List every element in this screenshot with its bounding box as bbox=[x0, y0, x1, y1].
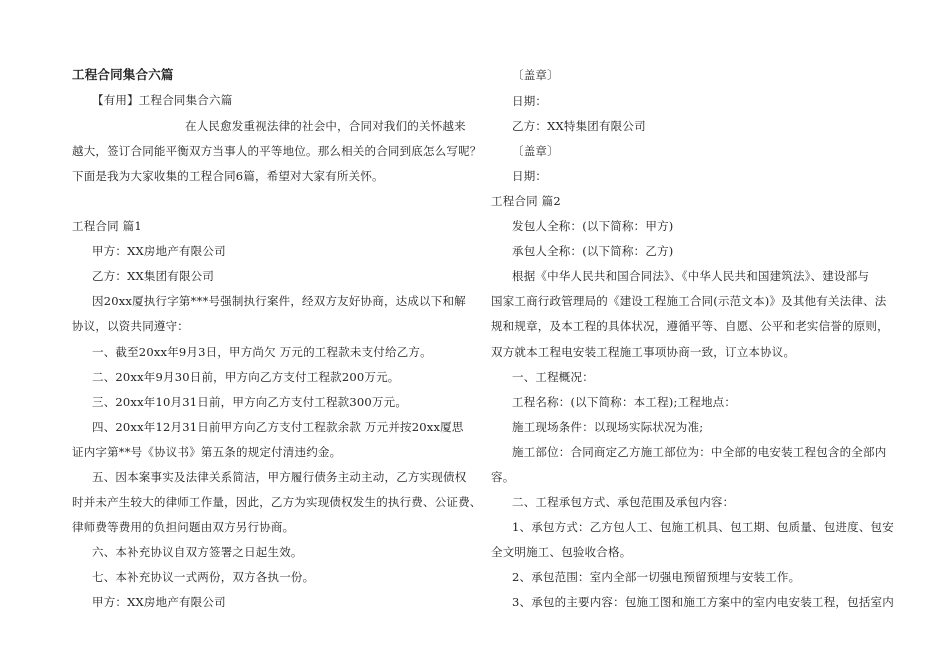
party-b-line: 乙方：XX集团有限公司 bbox=[92, 269, 215, 283]
seal-placeholder: 〔盖章〕 bbox=[512, 144, 559, 158]
clause-line: 三、20xx年10月31日前，甲方向乙方支付工程款300万元。 bbox=[92, 395, 408, 409]
intro-line-3: 下面是我为大家收集的工程合同6篇，希望对大家有所关怀。 bbox=[72, 169, 384, 183]
clause-line: 四、20xx年12月31日前甲方向乙方支付工程款余款 万元并按20xx厦思 bbox=[92, 420, 464, 434]
paragraph-line: 因20xx厦执行字第***号强制执行案件，经双方友好协商，达成以下和解 bbox=[92, 294, 466, 308]
clause-line: 3、承包的主要内容：包施工图和施工方案中的室内电安装工程，包括室内 bbox=[512, 595, 894, 609]
clause-line: 容。 bbox=[491, 470, 515, 484]
section-1-heading: 工程合同 篇1 bbox=[72, 219, 142, 233]
document-subtitle: 【有用】工程合同集合六篇 bbox=[92, 93, 233, 107]
paragraph-line: 协议，以资共同遵守： bbox=[72, 319, 189, 333]
intro-line-2: 越大，签订合同能平衡双方当事人的平等地位。那么相关的合同到底怎么写呢？ bbox=[72, 144, 482, 158]
clause-line: 时并未产生较大的律师工作量，因此，乙方为实现债权发生的执行费、公证费、 bbox=[72, 495, 482, 509]
contractor-line: 承包人全称：(以下简称：乙方) bbox=[512, 244, 674, 258]
clause-heading: 二、工程承包方式、承包范围及承包内容： bbox=[512, 495, 735, 509]
intro-line-1: 在人民愈发重视法律的社会中，合同对我们的关怀越来 bbox=[185, 119, 466, 133]
party-a-line: 甲方：XX房地产有限公司 bbox=[92, 244, 226, 258]
paragraph-line: 根据《中华人民共和国合同法》、《中华人民共和国建筑法》、建设部与 bbox=[512, 269, 870, 283]
signature-party-b: 乙方：XX特集团有限公司 bbox=[512, 119, 646, 133]
employer-line: 发包人全称：(以下简称：甲方) bbox=[512, 219, 674, 233]
paragraph-line: 双方就本工程电安装工程施工事项协商一致，订立本协议。 bbox=[491, 345, 796, 359]
section-2-heading: 工程合同 篇2 bbox=[491, 194, 561, 208]
clause-line: 工程名称：(以下简称：本工程);工程地点： bbox=[512, 395, 737, 409]
clause-line: 六、本补充协议自双方签署之日起生效。 bbox=[92, 545, 303, 559]
clause-line: 全文明施工、包验收合格。 bbox=[491, 545, 632, 559]
paragraph-line: 规和规章，及本工程的具体状况，遵循平等、自愿、公平和老实信誉的原则， bbox=[491, 319, 889, 333]
clause-line: 二、20xx年9月30日前，甲方向乙方支付工程款200万元。 bbox=[92, 370, 400, 384]
clause-line: 律师费等费用的负担问题由双方另行协商。 bbox=[72, 520, 295, 534]
clause-line: 证内字第**号《协议书》第五条的规定付清违约金。 bbox=[72, 445, 342, 459]
clause-line: 五、因本案事实及法律关系简洁，甲方履行债务主动主动，乙方实现债权 bbox=[92, 470, 467, 484]
clause-heading: 一、工程概况： bbox=[512, 370, 594, 384]
clause-line: 1、承包方式：乙方包人工、包施工机具、包工期、包质量、包进度、包安 bbox=[512, 520, 894, 534]
document-title: 工程合同集合六篇 bbox=[72, 67, 174, 82]
clause-line: 一、截至20xx年9月3日，甲方尚欠 万元的工程款未支付给乙方。 bbox=[92, 345, 432, 359]
date-line: 日期： bbox=[512, 94, 548, 108]
date-line: 日期： bbox=[512, 169, 548, 183]
signature-party-a: 甲方：XX房地产有限公司 bbox=[92, 595, 226, 609]
paragraph-line: 国家工商行政管理局的《建设工程施工合同(示范文本)》及其他有关法律、法 bbox=[491, 294, 887, 308]
clause-line: 施工部位：合同商定乙方施工部位为：中全部的电安装工程包含的全部内 bbox=[512, 445, 887, 459]
clause-line: 七、本补充协议一式两份，双方各执一份。 bbox=[92, 570, 315, 584]
seal-placeholder: 〔盖章〕 bbox=[512, 68, 559, 82]
clause-line: 2、承包范围：室内全部一切强电预留预埋与安装工作。 bbox=[512, 570, 801, 584]
clause-line: 施工现场条件：以现场实际状况为准; bbox=[512, 420, 704, 434]
